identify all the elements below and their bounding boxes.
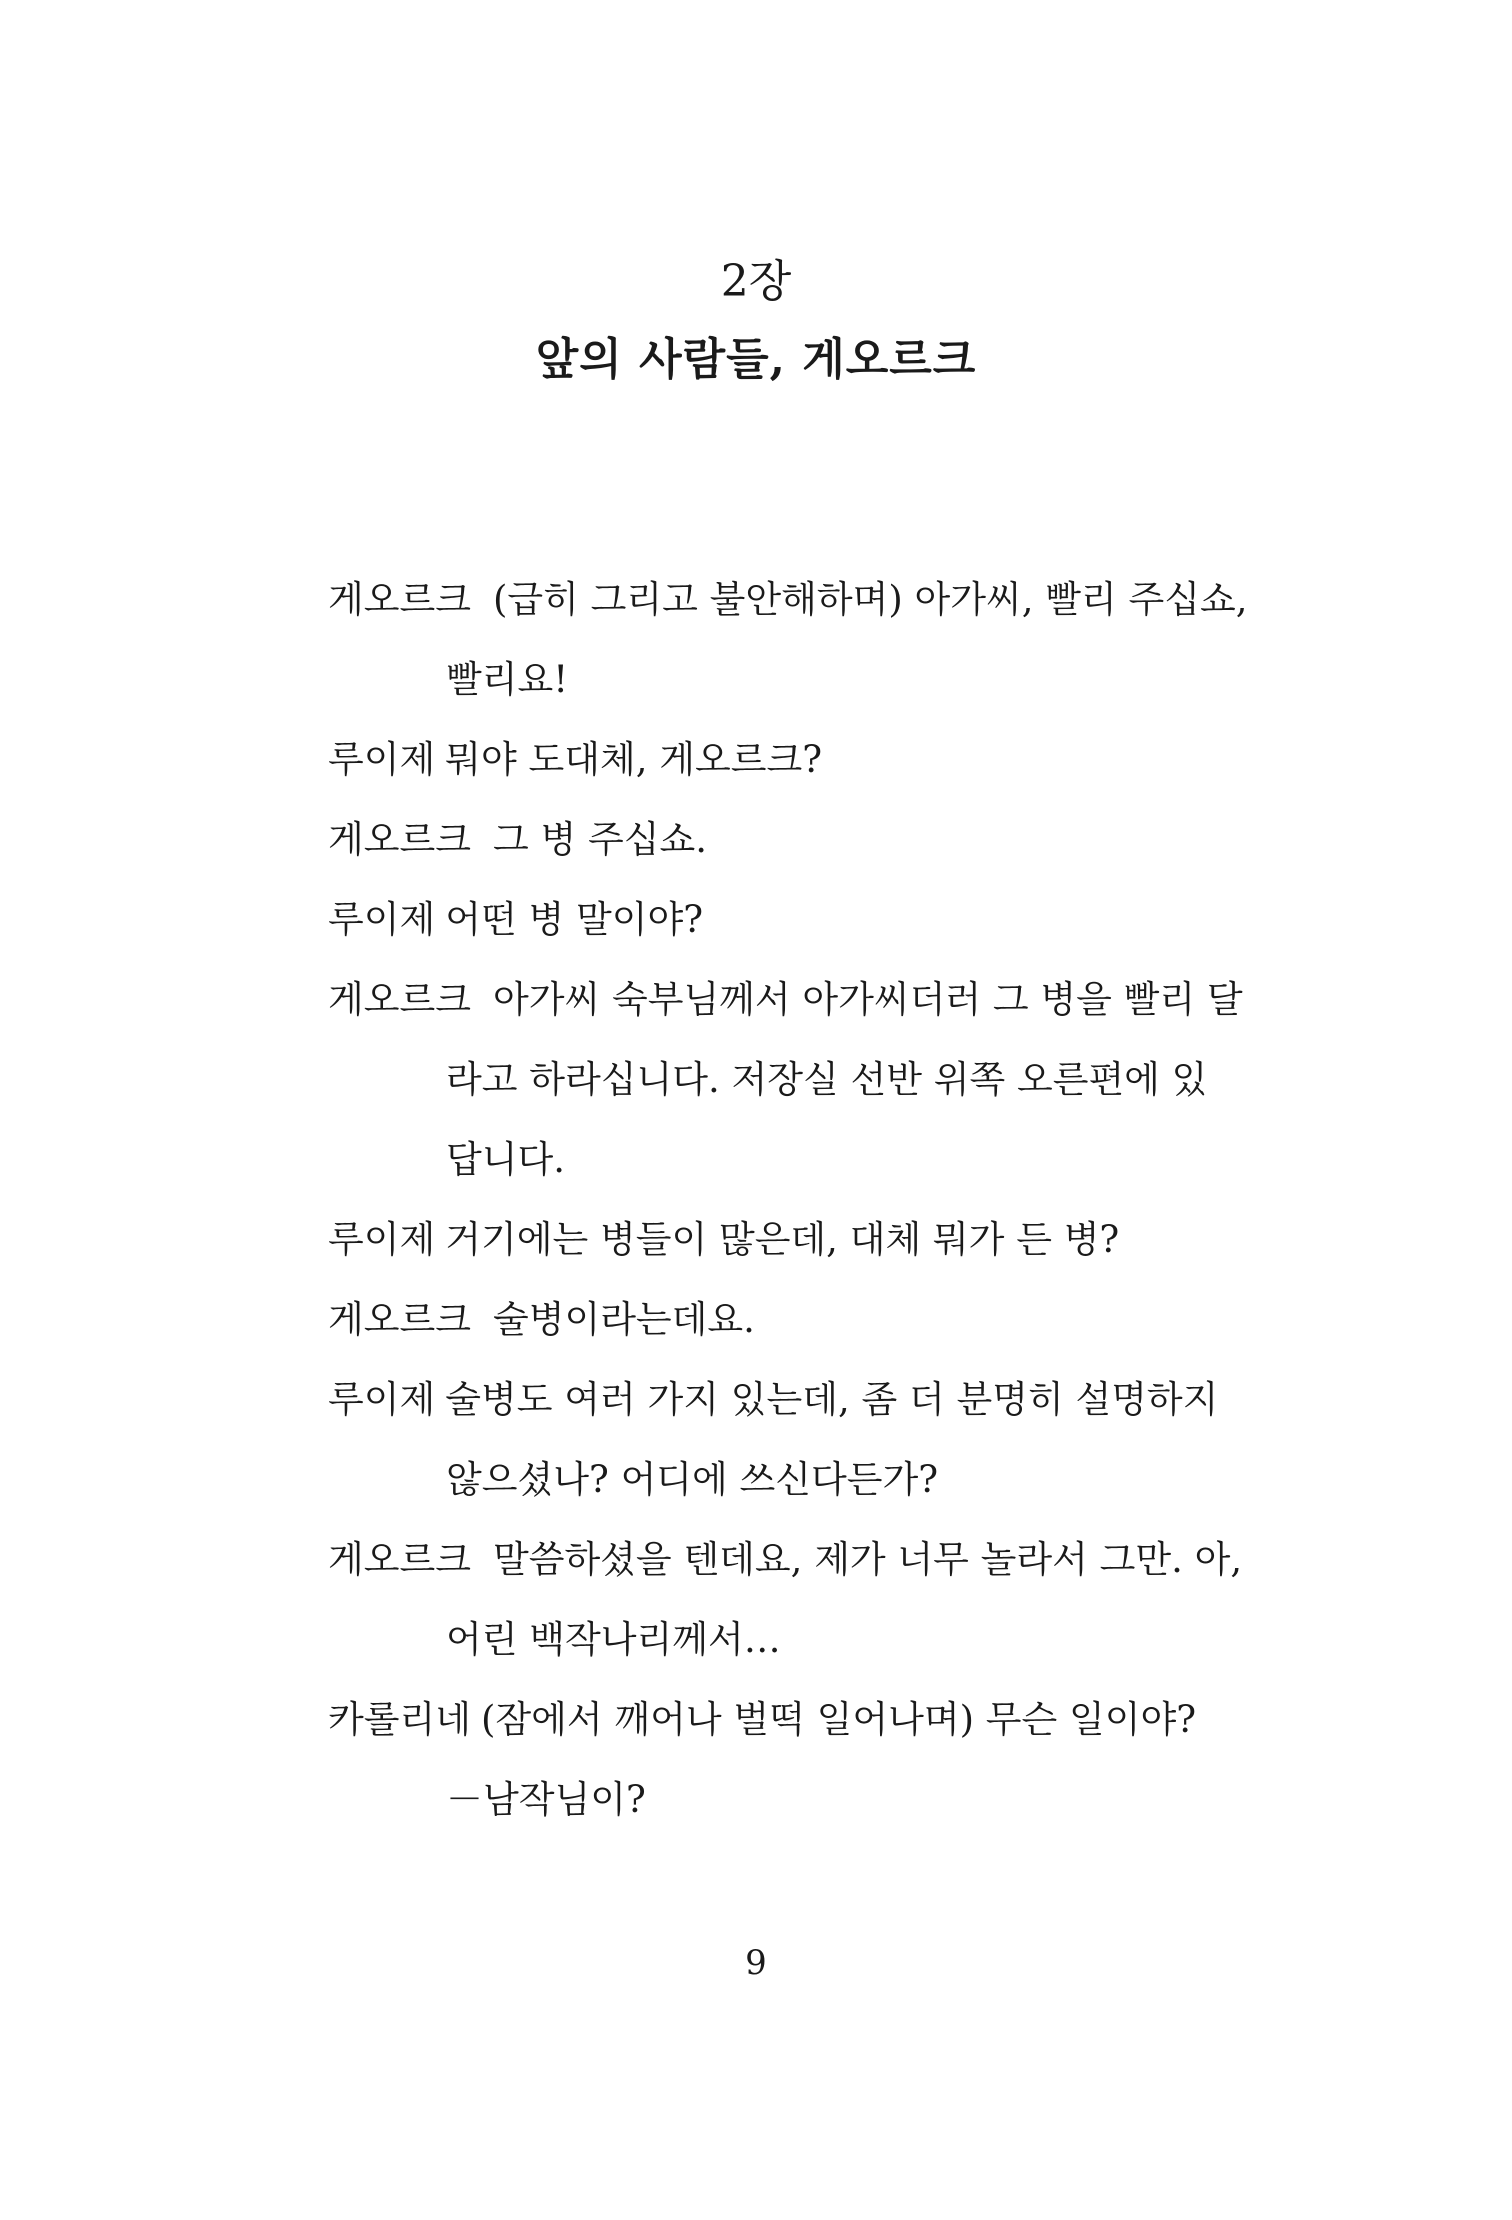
chapter-number: 2장 bbox=[720, 256, 792, 307]
dialogue-text: －남작님이? bbox=[446, 1778, 646, 1821]
dialogue-text: 라고 하라십니다. 저장실 선반 위쪽 오른편에 있 bbox=[446, 1058, 1208, 1101]
dialogue-continuation bbox=[328, 1600, 1268, 1680]
dialogue-text: 어린 백작나리께서… bbox=[446, 1618, 781, 1661]
dialogue-text: 않으셨나? 어디에 쓰신다든가? bbox=[446, 1458, 939, 1501]
dialogue-text: (급히 그리고 불안해하며) 아가씨, 빨리 주십쇼, bbox=[492, 578, 1248, 621]
dialogue-line bbox=[328, 1360, 1268, 1440]
speaker-name: 게오르크 bbox=[328, 1298, 471, 1341]
speaker-name: 카롤리네 bbox=[328, 1698, 471, 1741]
dialogue-continuation bbox=[328, 1760, 1268, 1840]
speaker-name: 게오르크 bbox=[328, 1538, 471, 1581]
chapter-title: 앞의 사람들, 게오르크 bbox=[535, 334, 977, 385]
dialogue-text: (잠에서 깨어나 벌떡 일어나며) 무슨 일이야? bbox=[480, 1698, 1197, 1741]
speaker-name: 루이제 bbox=[328, 1378, 436, 1421]
dialogue-line bbox=[328, 880, 1268, 960]
dialogue-line bbox=[328, 960, 1268, 1040]
dialogue-text: 그 병 주십쇼. bbox=[492, 818, 707, 861]
dialogue-text: 빨리요! bbox=[446, 658, 569, 701]
dialogue-text: 뭐야 도대체, 게오르크? bbox=[445, 738, 823, 781]
speaker-name: 루이제 bbox=[328, 738, 436, 781]
dialogue-continuation bbox=[328, 640, 1268, 720]
dialogue-line bbox=[328, 1280, 1268, 1360]
dialogue-text: 아가씨 숙부님께서 아가씨더러 그 병을 빨리 달 bbox=[492, 978, 1243, 1021]
dialogue-line bbox=[328, 560, 1268, 640]
dialogue-text: 거기에는 병들이 많은데, 대체 뭐가 든 병? bbox=[445, 1218, 1120, 1261]
page-number: 9 bbox=[745, 1943, 767, 1983]
speaker-name: 루이제 bbox=[328, 898, 436, 941]
dialogue-text: 술병이라는데요. bbox=[492, 1298, 755, 1341]
dialogue-text: 어떤 병 말이야? bbox=[445, 898, 704, 941]
dialogue-continuation bbox=[328, 1120, 1268, 1200]
dialogue-line bbox=[328, 1520, 1268, 1600]
dialogue-line bbox=[328, 1200, 1268, 1280]
speaker-name: 게오르크 bbox=[328, 818, 471, 861]
speaker-name: 게오르크 bbox=[328, 578, 471, 621]
dialogue-block bbox=[328, 560, 1268, 1840]
dialogue-line bbox=[328, 800, 1268, 880]
speaker-name: 루이제 bbox=[328, 1218, 436, 1261]
dialogue-line bbox=[328, 720, 1268, 800]
dialogue-text: 답니다. bbox=[446, 1138, 565, 1181]
speaker-name: 게오르크 bbox=[328, 978, 471, 1021]
dialogue-line bbox=[328, 1680, 1268, 1760]
dialogue-text: 술병도 여러 가지 있는데, 좀 더 분명히 설명하지 bbox=[445, 1378, 1219, 1421]
dialogue-continuation bbox=[328, 1440, 1268, 1520]
dialogue-continuation bbox=[328, 1040, 1268, 1120]
dialogue-text: 말씀하셨을 텐데요, 제가 너무 놀라서 그만. 아, bbox=[492, 1538, 1243, 1581]
